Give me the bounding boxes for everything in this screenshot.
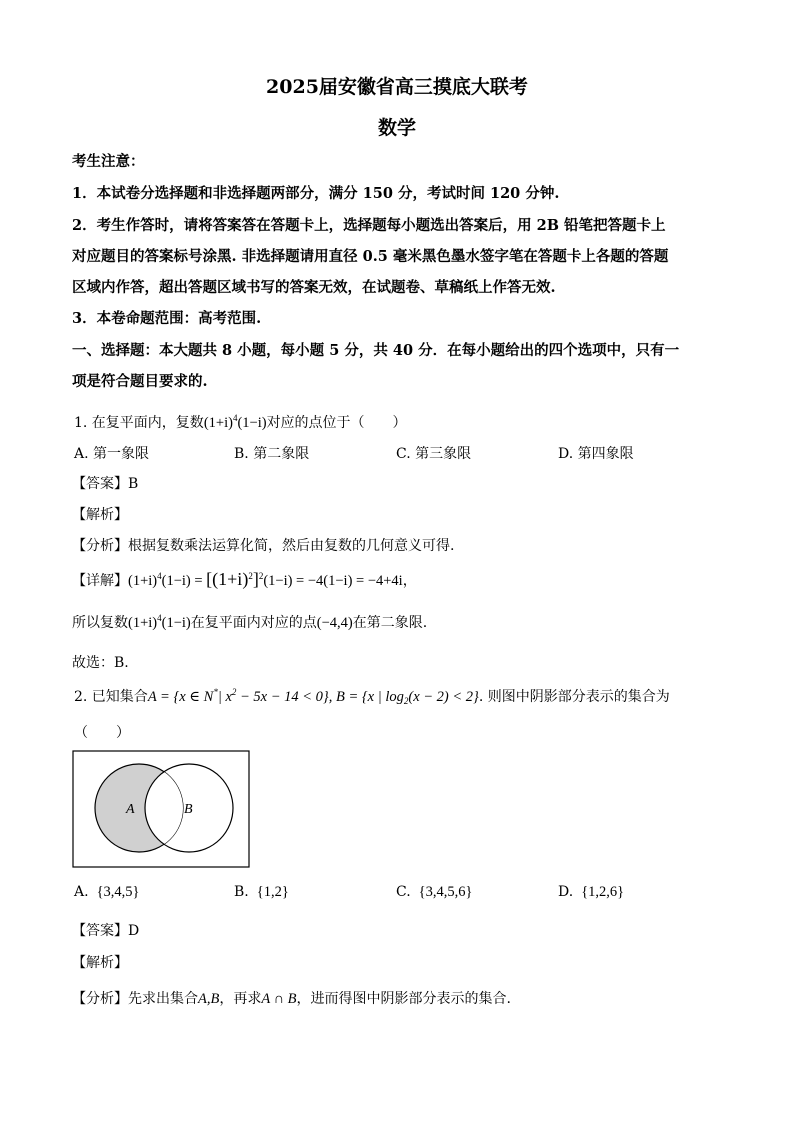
section-1-line-2: 项是符合题目要求的. xyxy=(72,373,208,390)
q2-option-a: A. {3,4,5} xyxy=(74,884,140,900)
answer-tag: 【答案】 xyxy=(72,476,128,492)
q1-option-d: D. 第四象限 xyxy=(558,446,634,462)
q2-sets: A = {x ∈ N*| $x^2 - 5x - 14 < 0$}, B = {x | $\log_2(x - 2) < 2$} xyxy=(147,687,479,706)
set-b-label: B xyxy=(184,802,193,817)
q2-option-c: C. {3,4,5,6} xyxy=(396,884,473,900)
page-title: 2025届安徽省高三摸底大联考 xyxy=(266,76,528,98)
q2-analysis: 【分析】先求出集合A,B，再求A ∩ B，进而得图中阴影部分表示的集合. xyxy=(72,991,511,1007)
set-a-label: A xyxy=(126,802,135,817)
answer-tag: 【答案】 xyxy=(72,923,128,939)
analysis-tag: 【分析】 xyxy=(72,538,128,554)
q1-jiexi-tag: 【解析】 xyxy=(72,507,128,523)
analysis-text: 根据复数乘法运算化简，然后由复数的几何意义可得. xyxy=(128,538,455,554)
q2-option-b: B. {1,2} xyxy=(234,884,289,900)
q1-conclusion: 所以复数$(1+i)^4(1-i)$在复平面内对应的点(−4,4)在第二象限. xyxy=(72,613,428,631)
q1-expression: $(1+i)^4(1-i)$ xyxy=(203,413,267,431)
q2-paren: （ ） xyxy=(74,725,130,741)
q1-option-b: B. 第二象限 xyxy=(234,446,310,462)
q1-suffix: 对应的点位于（ ） xyxy=(266,415,407,431)
detail-formula: $(1+i)^4(1-i) = [(1+i)^2]^2(1-i) = -4(1-i) = -4+4i$ xyxy=(128,569,403,589)
notice-item-2-line-1: 2．考生作答时，请将答案答在答题卡上，选择题每小题选出答案后，用 2B 铅笔把答题卡上 xyxy=(72,217,666,234)
q2-answer xyxy=(72,920,139,940)
q1-option-a: A. 第一象限 xyxy=(74,446,150,462)
notice-item-1: 1．本试卷分选择题和非选择题两部分，满分 150 分，考试时间 120 分钟. xyxy=(72,185,560,202)
subject-title: 数学 xyxy=(377,117,416,139)
notice-item-2-line-2: 对应题目的答案标号涂黑. 非选择题请用直径 0.5 毫米黑色墨水签字笔在答题卡上各题的答题 xyxy=(72,248,669,265)
notice-item-3: 3．本卷命题范围：高考范围. xyxy=(72,310,262,327)
q2-jiexi-tag: 【解析】 xyxy=(72,955,128,971)
q2-option-d: D. {1,2,6} xyxy=(558,884,625,900)
q1-option-c: C. 第三象限 xyxy=(396,446,472,462)
detail-tag: 【详解】 xyxy=(72,573,128,589)
section-1-line-1: 一、选择题：本大题共 8 小题，每小题 5 分，共 40 分．在每小题给出的四个选项中，只有一 xyxy=(72,342,680,359)
q1-stem xyxy=(74,412,407,432)
q1-final: 故选：B. xyxy=(72,655,129,671)
q1-prefix: 1. 在复平面内，复数 xyxy=(74,415,204,431)
notice-item-2-line-3: 区域内作答，超出答题区域书写的答案无效，在试题卷、草稿纸上作答无效. xyxy=(72,279,556,296)
q2-stem: 2. 已知集合A = {x ∈ N*| $x^2 - 5x - 14 < 0$}, B = {x | $\log_2(x - 2) < 2$}. 则图中阴影部分表示的集合为 xyxy=(74,687,670,706)
answer-value: D xyxy=(128,923,140,939)
q1-analysis xyxy=(72,535,454,555)
q1-answer xyxy=(72,473,138,493)
venn-diagram xyxy=(72,750,250,868)
answer-value: B xyxy=(128,476,139,492)
notice-heading: 考生注意： xyxy=(72,153,145,170)
q1-detail: 【详解】$(1+i)^4(1-i) = [(1+i)^2]^2(1-i) = -4(1-i) = -4+4i$， xyxy=(72,569,417,589)
